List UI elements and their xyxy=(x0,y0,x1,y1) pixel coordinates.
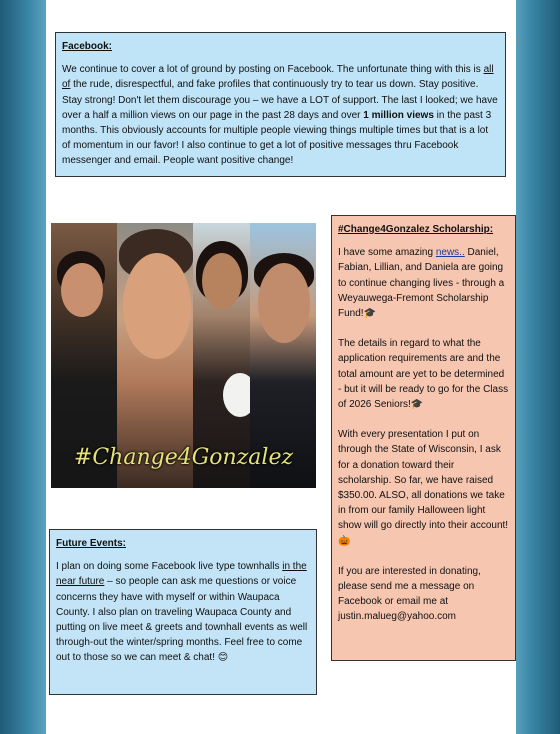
photo-face-2 xyxy=(123,253,191,359)
future-body-text-1: I plan on doing some Facebook live type townhalls xyxy=(56,561,283,573)
photo-face-1 xyxy=(61,263,103,317)
anchor-icon: ⋮ xyxy=(514,36,523,46)
future-events-section xyxy=(49,529,317,695)
facebook-body-text-3: in the past 3 months. This obviously accounts for multiple people viewing things multiple times but that is a lot of momentum in our favor! I also continue to get a lot of positive messages thru Facebook messenger and email. People want positive change! xyxy=(62,109,492,167)
students-photo-collage xyxy=(51,223,316,488)
facebook-body xyxy=(62,62,499,168)
facebook-body-text-1: We continue to cover a lot of ground by posting on Facebook. The unfortunate thing with this is xyxy=(62,64,484,76)
facebook-body-text-2: the rude, disrespectful, and fake profiles that continuously try to tear us down. Stay positive. Stay strong! Don't let them discourage you – we have a LOT of support. The last I looked; we have over a half a million views on our page in the past 28 days and over xyxy=(62,79,498,121)
scholarship-paragraph-2 xyxy=(338,336,509,412)
scholarship-p2-text: The details in regard to what the application requirements are and the total amount are yet to be determined - but it will be ready to go for the Class of 2026 Seniors! xyxy=(338,338,509,411)
scholarship-news-link[interactable]: news.. xyxy=(435,247,465,259)
future-events-heading: Future Events: xyxy=(56,538,127,549)
scholarship-p3-text: With every presentation I put on through the State of Wisconsin, I ask for a donation toward their scholarship. So far, we have raised $350.00. ALSO, all donations we take in from our family Halloween light show will go directly into their account! xyxy=(338,429,509,532)
photo-face-4 xyxy=(258,263,310,343)
scholarship-paragraph-3 xyxy=(338,427,509,549)
facebook-section xyxy=(55,32,506,177)
future-events-body xyxy=(56,559,310,665)
photo-face-3 xyxy=(202,253,242,309)
background-left-border xyxy=(0,0,48,734)
scholarship-section xyxy=(331,215,516,661)
scholarship-paragraph-1 xyxy=(338,245,509,321)
photo-caption: #Change4Gonzalez xyxy=(73,445,294,470)
smiley-icon: 😊 xyxy=(217,652,229,664)
pumpkin-icon: 🎃 xyxy=(338,535,351,547)
future-body-underlined: in the near future xyxy=(56,561,307,588)
graduation-cap-icon: 🎓 xyxy=(410,399,424,411)
scholarship-p1-text-a: I have some amazing xyxy=(338,247,436,259)
facebook-heading: Facebook: xyxy=(62,41,113,52)
scholarship-heading: #Change4Gonzalez Scholarship: xyxy=(338,224,494,235)
facebook-body-bold: 1 million views xyxy=(363,109,434,121)
scholarship-paragraph-4: If you are interested in donating, please send me a message on Facebook or email me at justin.malueg@yahoo.com xyxy=(338,565,481,623)
background-right-border xyxy=(512,0,560,734)
scholarship-p1-text-b: Daniel, Fabian, Lillian, and Daniela are going to continue changing lives - through a Weyauwega-Fremont Scholarship Fund! xyxy=(338,247,505,320)
future-body-text-2: – so people can ask me questions or voice concerns they have with myself or within Waupaca County. I also plan on traveling Waupaca County and putting on live meet & greets and townhall events as well through-out the winter/spring months. Feel free to come out to those so we can meet & chat! xyxy=(56,576,308,664)
graduation-cap-icon: 🎓 xyxy=(363,308,377,320)
facebook-body-underlined: all of xyxy=(62,64,494,91)
